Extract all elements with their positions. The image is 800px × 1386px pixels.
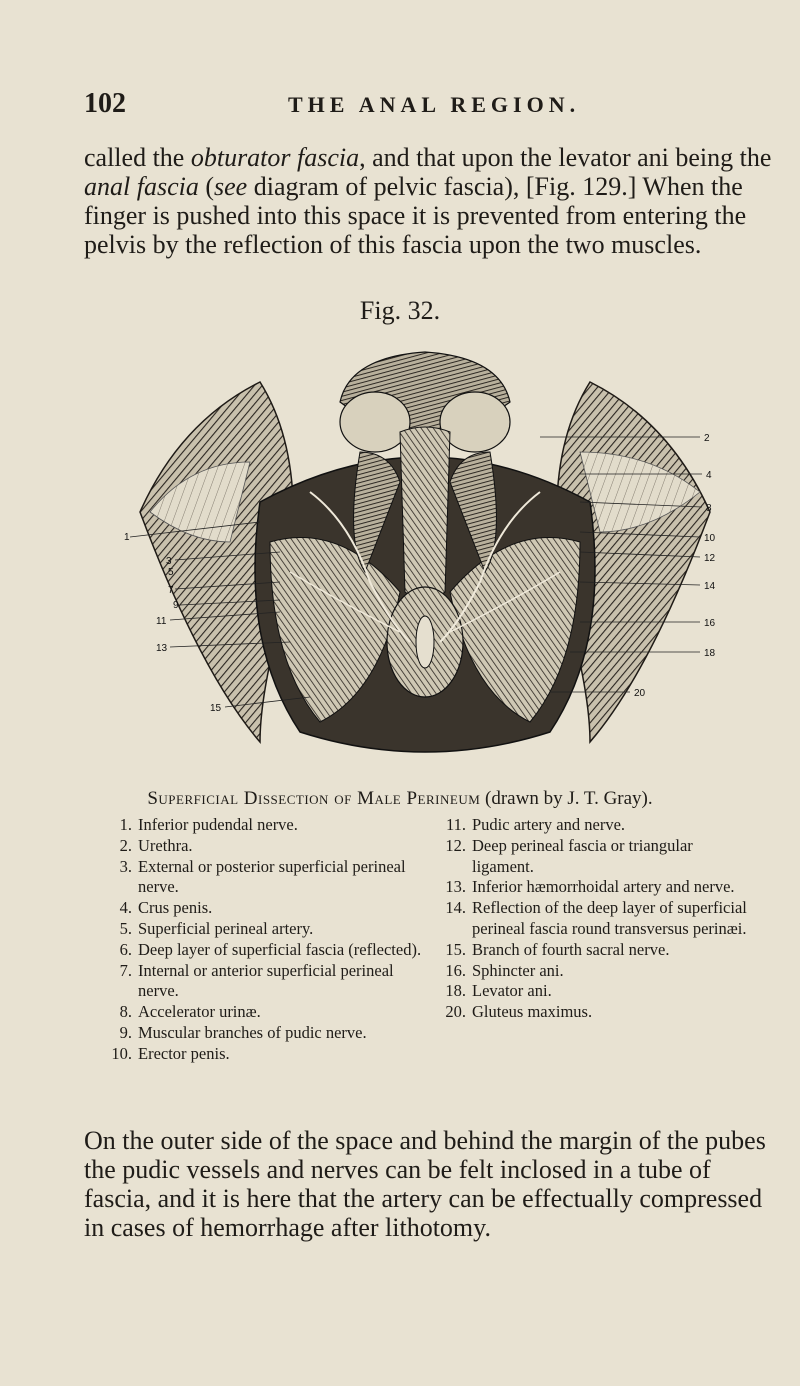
legend-number: 8. <box>119 1002 132 1022</box>
legend-number: 14. <box>445 898 466 918</box>
callout-7: 7 <box>168 585 174 596</box>
callout-3: 3 <box>166 556 172 567</box>
text-run: , and that upon the levator ani being the <box>359 143 772 172</box>
legend-item <box>440 981 750 1002</box>
legend-number: 7. <box>119 960 132 980</box>
anus <box>416 616 434 668</box>
page-header <box>84 88 724 118</box>
callout-1: 1 <box>124 532 130 543</box>
legend-text: Gluteus maximus. <box>472 1002 593 1022</box>
legend-item <box>440 815 750 836</box>
legend-number: 6. <box>119 939 132 959</box>
legend-item <box>440 836 750 878</box>
term-anal-fascia: anal fascia <box>84 172 199 201</box>
text-run: ( <box>198 172 215 201</box>
legend-text: Urethra. <box>138 835 193 855</box>
legend-right-column <box>440 815 750 1023</box>
legend-text: Deep layer of superficial fascia (reflected). <box>138 939 422 959</box>
callout-15: 15 <box>210 703 222 714</box>
caption-title: Superficial Dissection of Male Perineum <box>147 788 481 809</box>
callout-12: 12 <box>704 553 716 564</box>
figure-label: Fig. 32. <box>359 296 441 325</box>
legend-text: Pudic artery and nerve. <box>472 815 626 834</box>
text-run: diagram of pelvic fascia), [Fig. 129.] When the finger is pushed into this space it is prevented from entering the pelvis by the reflection of this fascia upon the two muscles. <box>84 172 747 259</box>
legend-item <box>106 857 436 899</box>
legend-text: Crus penis. <box>138 898 213 918</box>
caption-credit: (drawn by J. T. Gray). <box>480 788 653 809</box>
text-run: called the <box>84 143 191 172</box>
legend-number: 16. <box>445 960 466 980</box>
callout-18: 18 <box>704 648 716 659</box>
legend-item <box>106 919 436 940</box>
callout-14: 14 <box>704 581 716 592</box>
paragraph-outer-side: On the outer side of the space and behind the margin of the pubes the pudic vessels and nerves can be felt inclosed in a tube of fascia, and it is here that the artery can be effectually compressed in cases of hemorrhage after lithotomy. <box>84 1126 766 1242</box>
term-obturator-fascia: obturator fascia <box>190 143 360 172</box>
callout-4: 4 <box>706 470 712 481</box>
callout-10: 10 <box>704 533 716 544</box>
legend-number: 4. <box>119 898 132 918</box>
callout-9: 9 <box>173 600 179 611</box>
legend-item <box>106 961 436 1003</box>
legend-item <box>106 1002 436 1023</box>
legend-item <box>440 877 750 898</box>
legend-item <box>106 1044 436 1065</box>
legend-item <box>106 815 436 836</box>
legend-item <box>106 940 436 961</box>
legend-number: 9. <box>119 1022 132 1042</box>
legend-number: 18. <box>445 981 466 1001</box>
legend-text: Muscular branches of pudic nerve. <box>138 1022 367 1042</box>
legend-item <box>440 898 750 940</box>
legend-text: Erector penis. <box>138 1043 230 1063</box>
legend-text: Internal or anterior superficial perineal nerve. <box>138 960 394 1001</box>
legend-text: Levator ani. <box>472 981 552 1001</box>
legend-number: 15. <box>445 939 466 959</box>
callout-11: 11 <box>156 616 167 627</box>
legend-text: Superficial perineal artery. <box>138 918 314 938</box>
legend-text: Inferior hæmorrhoidal artery and nerve. <box>472 877 735 897</box>
legend-item <box>106 836 436 857</box>
page-number: 102 <box>84 88 126 119</box>
legend-number: 1. <box>119 815 132 834</box>
legend-number: 12. <box>445 835 466 855</box>
paragraph-intro <box>84 143 774 259</box>
legend-text: Deep perineal fascia or triangular ligament. <box>472 835 693 876</box>
accelerator-urinae <box>400 427 450 600</box>
legend-item <box>106 898 436 919</box>
legend-number: 20. <box>445 1002 466 1022</box>
legend-text: Branch of fourth sacral nerve. <box>472 939 670 959</box>
legend-text: Reflection of the deep layer of superficial perineal fascia round transversus perinæi. <box>472 898 747 938</box>
term-see: see <box>214 172 248 201</box>
callout-5: 5 <box>168 567 174 578</box>
legend-number: 5. <box>119 918 132 938</box>
callout-13: 13 <box>156 643 168 654</box>
callout-20: 20 <box>634 688 646 699</box>
legend-number: 3. <box>119 856 132 876</box>
legend-number: 13. <box>445 877 466 897</box>
bulb-left <box>340 392 410 452</box>
running-head: THE ANAL REGION. <box>288 92 581 117</box>
legend-item <box>440 1002 750 1023</box>
anatomical-illustration <box>110 342 740 782</box>
legend-text: External or posterior superficial perineal nerve. <box>138 856 406 897</box>
legend-number: 10. <box>111 1043 132 1063</box>
bulb-right <box>440 392 510 452</box>
legend-number: 2. <box>119 835 132 855</box>
figure-caption <box>0 788 800 810</box>
legend-number: 11. <box>445 815 466 834</box>
callout-8: 8 <box>706 503 712 514</box>
legend-text: Sphincter ani. <box>472 960 564 980</box>
legend-left-column <box>106 815 436 1065</box>
callout-16: 16 <box>704 618 716 629</box>
legend-item <box>106 1023 436 1044</box>
legend-item <box>440 961 750 982</box>
callout-2: 2 <box>704 433 710 444</box>
legend-item <box>440 940 750 961</box>
legend-text: Inferior pudendal nerve. <box>138 815 298 834</box>
legend-text: Accelerator urinæ. <box>138 1002 261 1022</box>
